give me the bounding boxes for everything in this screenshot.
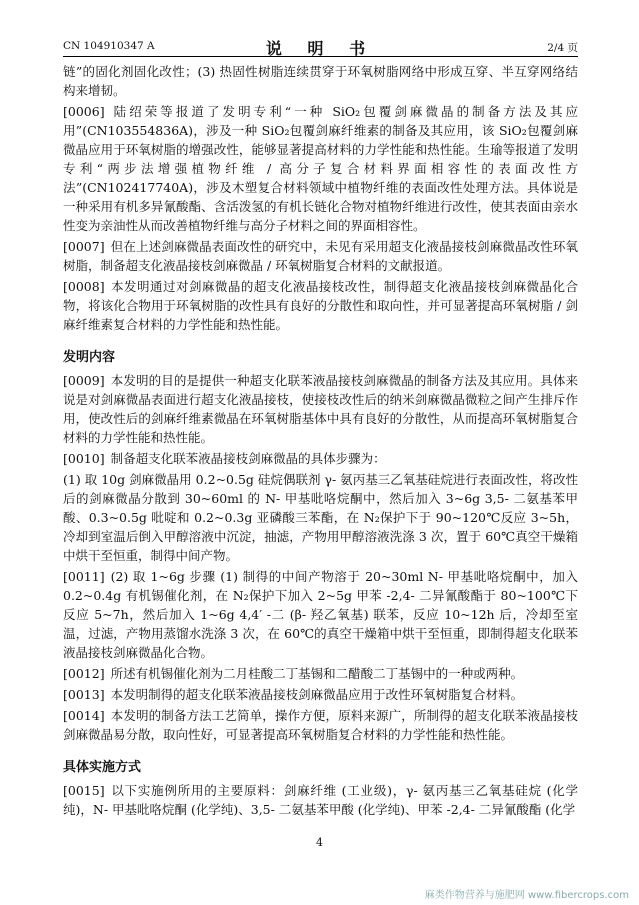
- paragraph-number: [0011]: [63, 569, 105, 584]
- paragraph-continuation: 链”的固化剂固化改性；(3) 热固性树脂连续贯穿于环氧树脂网络中形成互穿、半互穿网络结构来增韧。: [63, 64, 578, 98]
- paragraph-number: [0012]: [63, 666, 105, 681]
- paragraph-0010-step: (1) 取 10g 剑麻微晶用 0.2~0.5g 硅烷偶联剂 γ- 氨丙基三乙氧基硅烷进行表面改性，将改性后的剑麻微晶分散到 30~60ml 的 N- 甲基吡咯烷酮中，然后加入 3~6g 3,5- 二氨基苯甲酸、0.3~0.5g 吡啶和 0.2~0.3g 亚磷酸三苯酯，在 N₂保护下于 90~120℃反应 3~5h，冷却到室温后倒入甲醇溶液中沉淀，抽滤，产物用甲醇溶液洗涤 3 次，置于 60℃真空干燥箱中烘干至恒重，制得中间产物。: [63, 472, 578, 563]
- paragraph-0014: [63, 706, 578, 744]
- paragraph-text: 制备超支化联苯液晶接枝剑麻微晶的具体步骤为：: [110, 451, 386, 466]
- section-heading-invention-content: 发明内容: [63, 350, 116, 365]
- paragraph-number: [0013]: [63, 687, 105, 702]
- page-indicator: 2/4 页: [547, 42, 578, 54]
- paragraph-0012: [63, 664, 578, 683]
- paragraph-number: [0010]: [63, 451, 105, 466]
- paragraph-0007: [63, 237, 578, 275]
- paragraph-text: 本发明通过对剑麻微晶的超支化液晶接枝改性，制得超支化液晶接枝剑麻微晶化合物，将该化合物用于环氧树脂的改性具有良好的分散性和取向性，并可显著提高环氧树脂 / 剑麻纤维素复合材料的力学性能和热性能。: [63, 279, 578, 332]
- paragraph-text: 本发明制得的超支化联苯液晶接枝剑麻微晶应用于改性环氧树脂复合材料。: [110, 687, 524, 702]
- paragraph-number: [0015]: [63, 783, 105, 798]
- paragraph-text: 本发明的目的是提供一种超支化联苯液晶接枝剑麻微晶的制备方法及其应用。具体来说是对剑麻微晶表面进行超支化液晶接枝，使接枝改性后的纳米剑麻微晶微粒之间产生排斥作用，使改性后的剑麻纤维素微晶在环氧树脂基体中具有良好的分散性，从而提高环氧树脂复合材料的力学性能和热性能。: [63, 373, 578, 445]
- section-heading-embodiments: 具体实施方式: [63, 760, 142, 775]
- paragraph-0009: [63, 371, 578, 447]
- paragraph-0010: [63, 449, 578, 468]
- page-number: 4: [316, 836, 323, 849]
- paragraph-number: [0006]: [63, 104, 105, 119]
- document-body: [63, 62, 578, 821]
- paragraph-text: 但在上述剑麻微晶表面改性的研究中，未见有采用超支化液晶接枝剑麻微晶改性环氧树脂，制备超支化液晶接枝剑麻微晶 / 环氧树脂复合材料的文献报道。: [63, 239, 578, 273]
- paragraph-number: [0008]: [63, 279, 105, 294]
- document-title: 说 明 书: [265, 39, 376, 58]
- paragraph-0015: [63, 781, 578, 819]
- paragraph-0006: [63, 102, 578, 235]
- page-header: [63, 36, 578, 57]
- paragraph-text: (2) 取 1~6g 步骤 (1) 制得的中间产物溶于 20~30ml N- 甲基吡咯烷酮中，加入 0.2~0.4g 有机锡催化剂，在 N₂保护下加入 2~5g 甲苯 -2,4- 二异氰酸酯于 80~100℃下反应 5~7h，然后加入 1~6g 4,4′ -二 (β- 羟乙氧基) 联苯，反应 10~12h 后，冷却至室温，过滤，产物用蒸馏水洗涤 3 次，在 60℃的真空干燥箱中烘干至恒重，即制得超支化联苯液晶接枝剑麻微晶化合物。: [63, 569, 578, 660]
- paragraph-number: [0009]: [63, 373, 105, 388]
- paragraph-0008: [63, 277, 578, 334]
- paragraph-text: 陆绍荣等报道了发明专利“一种 SiO₂包覆剑麻微晶的制备方法及其应用”(CN103554836A)，涉及一种 SiO₂包覆剑麻纤维素的制备及其应用，该 SiO₂包覆剑麻微晶应用于环氧树脂的增强改性，能够显著提高材料的力学性能和热性能。生瑜等报道了发明专利“两步法增强植物纤维 / 高分子复合材料界面相容性的表面改性方法”(CN102417740A)，涉及木塑复合材料领域中植物纤维的表面改性处理方法。具体说是一种采用有机多异氰酸酯、含活泼氢的有机长链化合物对植物纤维进行改性，使其表面由亲水性变为亲油性从而改善植物纤维与高分子材料之间的界面相容性。: [63, 104, 578, 233]
- paragraph-text: 所述有机锡催化剂为二月桂酸二丁基锡和二醋酸二丁基锡中的一种或两种。: [110, 666, 524, 681]
- paragraph-0013: [63, 685, 578, 704]
- paragraph-number: [0007]: [63, 239, 105, 254]
- patent-number: CN 104910347 A: [63, 40, 155, 52]
- paragraph-text: 本发明的制备方法工艺简单，操作方便，原料来源广，所制得的超支化联苯液晶接枝剑麻微晶易分散，取向性好，可显著提高环氧树脂复合材料的力学性能和热性能。: [63, 708, 578, 742]
- paragraph-number: [0014]: [63, 708, 105, 723]
- paragraph-text: 以下实施例所用的主要原料：剑麻纤维 (工业级)，γ- 氨丙基三乙氧基硅烷 (化学纯)，N- 甲基吡咯烷酮 (化学纯)、3,5- 二氨基苯甲酸 (化学纯)、甲苯 -2,4- 二异氰酸酯 (化学: [63, 783, 578, 817]
- watermark-text: 麻类作物营养与施肥网 www.fibercrops.com: [424, 890, 629, 901]
- paragraph-0011: [63, 567, 578, 662]
